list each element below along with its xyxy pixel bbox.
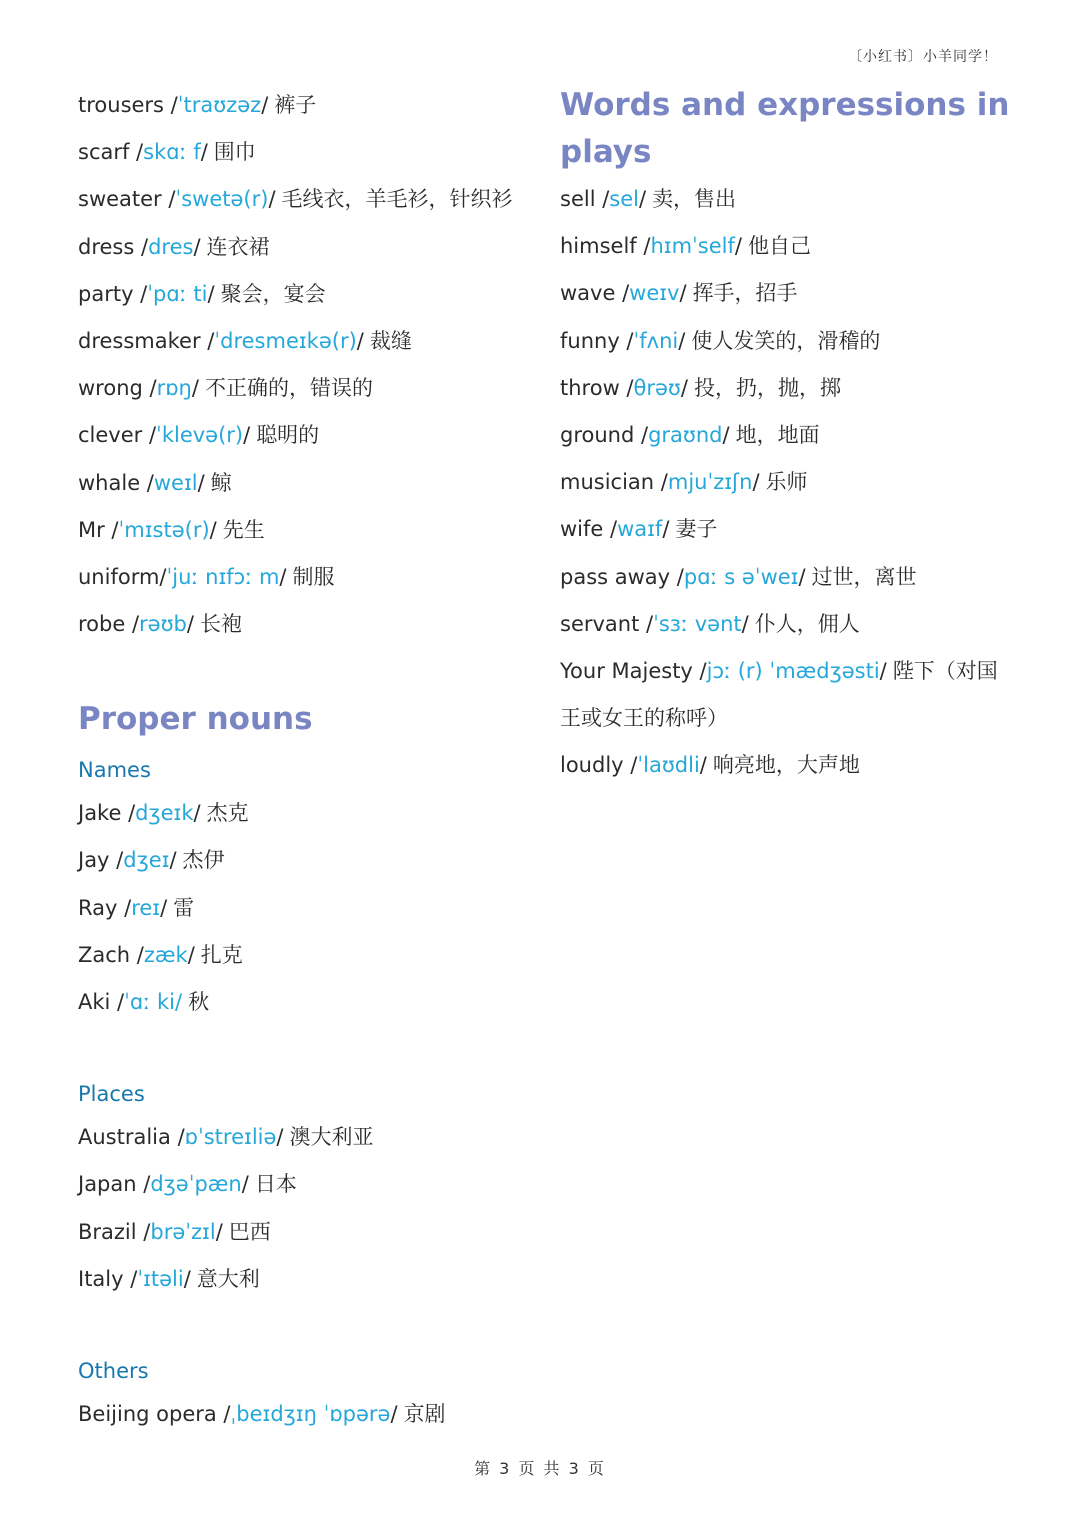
vocab-meaning: 他自己 [747, 234, 811, 259]
vocab-meaning: 杰克 [206, 801, 249, 826]
vocab-word: trousers / [78, 93, 178, 117]
vocab-slash: / [279, 564, 287, 589]
vocab-meaning: 陛下（对国 [892, 658, 998, 683]
vocab-entry [78, 1161, 548, 1208]
vocab-slash: / [186, 612, 194, 637]
vocab-word: servant / [560, 611, 654, 636]
vocab-entry [78, 837, 548, 884]
vocab-ipa: dres [148, 234, 194, 259]
vocab-ipa: ˈmɪstə(r) [118, 517, 210, 542]
vocab-word: Australia / [78, 1125, 185, 1150]
vocab-entry [78, 507, 548, 554]
vocab-entry [560, 365, 1030, 412]
vocab-meaning: 围巾 [213, 140, 256, 165]
vocab-ipa: ˈɑː ki/ [124, 990, 183, 1014]
vocab-slash: / [276, 1125, 284, 1150]
vocab-slash: / [261, 93, 269, 117]
vocab-ipa: weɪv [629, 281, 680, 306]
vocab-word: dressmaker / [78, 328, 215, 353]
vocab-ipa: ɒˈstreɪliə [184, 1125, 277, 1150]
vocab-word: Mr / [78, 517, 119, 542]
vocab-word: Jake / [78, 801, 136, 826]
vocab-ipa: pɑː s əˈweɪ [683, 564, 799, 589]
watermark: 〔小红书〕小羊同学！ [848, 49, 998, 65]
vocab-entry [560, 742, 1030, 789]
vocab-entry [78, 412, 548, 459]
vocab-ipa: rəʊb [139, 612, 187, 637]
left-column [78, 82, 548, 1438]
vocab-entry [560, 648, 1030, 695]
vocab-entry [560, 554, 1030, 601]
vocab-entry [78, 460, 548, 507]
vocab-ipa: sel [609, 187, 639, 211]
vocab-word: Your Majesty / [560, 658, 707, 683]
vocab-meaning: 卖，售出 [652, 187, 737, 211]
plays-vocab-list [560, 176, 1030, 695]
vocab-ipa: ˈpɑː ti [147, 281, 208, 306]
vocab-ipa: dʒeɪk [135, 801, 194, 826]
names-heading: Names [78, 758, 151, 783]
plays-vocab-list-tail [560, 742, 1030, 789]
vocab-slash: / [243, 423, 251, 448]
vocab-ipa: zæk [143, 942, 188, 967]
page-footer: 第 3 页 共 3 页 [474, 1459, 606, 1478]
others-heading: Others [78, 1358, 149, 1383]
vocab-meaning: 毛线衣，羊毛衫，针织衫 [281, 187, 513, 212]
vocab-entry [78, 885, 548, 932]
vocab-slash: / [193, 801, 201, 826]
majesty-continuation: 王或女王的称呼） [560, 706, 728, 731]
vocab-meaning: 裤子 [274, 93, 317, 117]
vocab-entry [560, 176, 1030, 223]
vocab-slash: / [209, 517, 217, 542]
vocab-ipa: graʊnd [648, 422, 723, 447]
vocab-slash: / [722, 422, 730, 447]
vocab-entry [78, 932, 548, 979]
vocab-entry [560, 459, 1030, 506]
vocab-slash: / [638, 187, 647, 211]
vocab-meaning: 连衣裙 [206, 234, 270, 259]
vocab-entry [78, 1209, 548, 1256]
vocab-meaning: 裁缝 [369, 328, 412, 353]
vocab-ipa: ˈɪtəli [137, 1266, 184, 1291]
vocab-entry [78, 224, 548, 271]
vocab-word: dress / [78, 234, 149, 259]
vocab-slash: / [207, 281, 215, 306]
vocab-meaning: 聪明的 [256, 423, 320, 448]
vocab-ipa: θrəʊ [633, 375, 681, 400]
vocab-slash: / [215, 1219, 223, 1244]
names-list [78, 790, 548, 1026]
vocab-ipa: ˈdresmeɪkə(r) [214, 328, 357, 353]
vocab-ipa: hɪmˈself [650, 234, 735, 259]
places-list [78, 1114, 548, 1303]
vocab-meaning: 澳大利亚 [289, 1125, 374, 1150]
vocab-slash: / [183, 1266, 191, 1291]
places-heading: Places [78, 1082, 145, 1107]
vocab-ipa: dʒeɪ [123, 848, 170, 873]
right-column [560, 82, 1030, 789]
vocab-meaning: 雷 [173, 895, 195, 920]
vocab-word: Japan / [78, 1172, 151, 1197]
vocab-slash: / [193, 234, 201, 259]
vocab-word: scarf / [78, 140, 144, 165]
vocab-meaning: 意大利 [196, 1266, 260, 1291]
vocab-meaning: 响亮地，大声地 [712, 753, 860, 778]
vocab-entry [560, 601, 1030, 648]
vocab-word: Zach / [78, 942, 144, 967]
vocab-meaning: 秋 [188, 990, 210, 1014]
vocab-entry [560, 506, 1030, 553]
vocab-meaning: 扎克 [200, 942, 243, 967]
vocab-meaning: 投，扔，抛，掷 [693, 375, 841, 400]
vocab-word: Jay / [78, 848, 124, 873]
vocab-meaning: 巴西 [228, 1219, 271, 1244]
vocab-word: ground / [560, 422, 649, 447]
vocab-word: party / [78, 281, 148, 306]
vocab-entry [560, 270, 1030, 317]
vocab-word: wife / [560, 517, 618, 542]
vocab-slash: / [680, 375, 688, 400]
vocab-meaning: 日本 [254, 1172, 297, 1197]
vocab-word: wrong / [78, 376, 157, 401]
vocab-slash: / [356, 328, 364, 353]
vocab-word: Brazil / [78, 1219, 151, 1244]
vocab-word: Aki / [78, 990, 125, 1014]
vocab-slash: / [752, 470, 760, 495]
vocab-word: sweater / [78, 187, 176, 212]
vocab-entry [78, 365, 548, 412]
vocab-entry [560, 412, 1030, 459]
plays-heading-line1: Words and expressions in [560, 87, 1010, 123]
vocab-word: funny / [560, 328, 634, 353]
vocab-meaning: 妻子 [675, 517, 718, 542]
vocab-entry [78, 1256, 548, 1303]
vocab-meaning: 过世，离世 [811, 564, 917, 589]
vocab-meaning: 地，地面 [735, 422, 820, 447]
vocab-meaning: 乐师 [765, 470, 808, 495]
vocab-meaning: 杰伊 [182, 848, 225, 873]
vocab-meaning: 京剧 [403, 1401, 446, 1426]
vocab-slash: / [390, 1401, 398, 1426]
vocab-slash: / [169, 848, 177, 873]
vocab-word: himself / [560, 234, 651, 259]
vocab-word: wave / [560, 281, 630, 306]
vocab-ipa: brəˈzɪl [150, 1219, 216, 1244]
vocab-meaning: 长袍 [199, 612, 242, 637]
vocab-meaning: 聚会，宴会 [220, 281, 326, 306]
vocab-ipa: weɪl [153, 470, 198, 495]
vocab-ipa: ˈklevə(r) [156, 423, 244, 448]
vocab-entry [560, 318, 1030, 365]
vocab-meaning: 不正确的，错误的 [204, 376, 373, 401]
vocab-entry [78, 129, 548, 176]
vocab-slash: / [268, 187, 276, 212]
vocab-ipa: ˈlaʊdli [637, 753, 700, 778]
vocab-ipa: jɔː (r) ˈmædʒəsti [706, 658, 880, 683]
vocab-ipa: mjuˈzɪʃn [667, 470, 753, 495]
vocab-slash: / [160, 895, 168, 920]
vocab-meaning: 仆人，佣人 [754, 611, 860, 636]
vocab-slash: / [662, 517, 670, 542]
vocab-slash: / [200, 140, 208, 165]
vocab-word: whale / [78, 470, 154, 495]
proper-nouns-heading: Proper nouns [78, 701, 313, 738]
vocab-ipa: dʒəˈpæn [150, 1172, 242, 1197]
vocab-slash: / [798, 564, 806, 589]
vocab-ipa: skɑː f [143, 140, 201, 165]
vocab-entry [78, 790, 548, 837]
vocab-meaning: 使人发笑的，滑稽的 [691, 328, 881, 353]
vocab-ipa: rɒŋ [156, 376, 192, 401]
vocab-ipa: ˈfʌni [633, 328, 679, 353]
vocab-entry [78, 1391, 548, 1438]
vocab-meaning: 挥手，招手 [692, 281, 798, 306]
plays-heading-line2: plays [560, 134, 652, 170]
vocab-entry [78, 601, 548, 648]
vocab-ipa: reɪ [131, 895, 161, 920]
plays-heading [560, 82, 1030, 176]
vocab-ipa: ˈswetə(r) [175, 187, 269, 212]
vocab-slash: / [741, 611, 749, 636]
vocab-ipa: ˈjuː nɪfɔː m [166, 564, 280, 589]
vocab-word: clever / [78, 423, 157, 448]
vocab-ipa: ˌbeɪdʒɪŋ ˈɒpərə [230, 1401, 391, 1426]
vocab-entry [78, 979, 548, 1026]
vocab-slash: / [699, 753, 707, 778]
vocab-word: sell / [560, 187, 610, 211]
clothing-vocab-list [78, 82, 548, 648]
vocab-slash: / [187, 942, 195, 967]
vocab-word: pass away / [560, 564, 684, 589]
vocab-word: loudly / [560, 753, 638, 778]
vocab-ipa: ˈsɜː vənt [653, 611, 742, 636]
vocab-word: robe / [78, 612, 140, 637]
vocab-word: musician / [560, 470, 668, 495]
vocab-slash: / [191, 376, 199, 401]
vocab-entry [560, 223, 1030, 270]
vocab-meaning: 先生 [222, 517, 265, 542]
vocab-word: Beijing opera / [78, 1401, 231, 1426]
vocab-entry [78, 176, 548, 223]
vocab-slash: / [678, 328, 686, 353]
vocab-entry [78, 271, 548, 318]
vocab-slash: / [197, 470, 205, 495]
vocab-entry [78, 554, 548, 601]
vocab-slash: / [679, 281, 687, 306]
vocab-word: throw / [560, 375, 634, 400]
vocab-ipa: waɪf [617, 517, 663, 542]
vocab-slash: / [734, 234, 742, 259]
vocab-slash: / [241, 1172, 249, 1197]
vocab-entry [78, 318, 548, 365]
vocab-entry [78, 82, 548, 129]
vocab-word: uniform/ [78, 564, 167, 589]
vocab-word: Ray / [78, 895, 132, 920]
vocab-ipa: ˈtraʊzəz [177, 93, 262, 117]
vocab-meaning: 鲸 [210, 470, 232, 495]
others-list [78, 1391, 548, 1438]
vocab-slash: / [879, 658, 887, 683]
vocab-word: Italy / [78, 1266, 138, 1291]
vocab-meaning: 制服 [292, 564, 335, 589]
vocab-entry [78, 1114, 548, 1161]
